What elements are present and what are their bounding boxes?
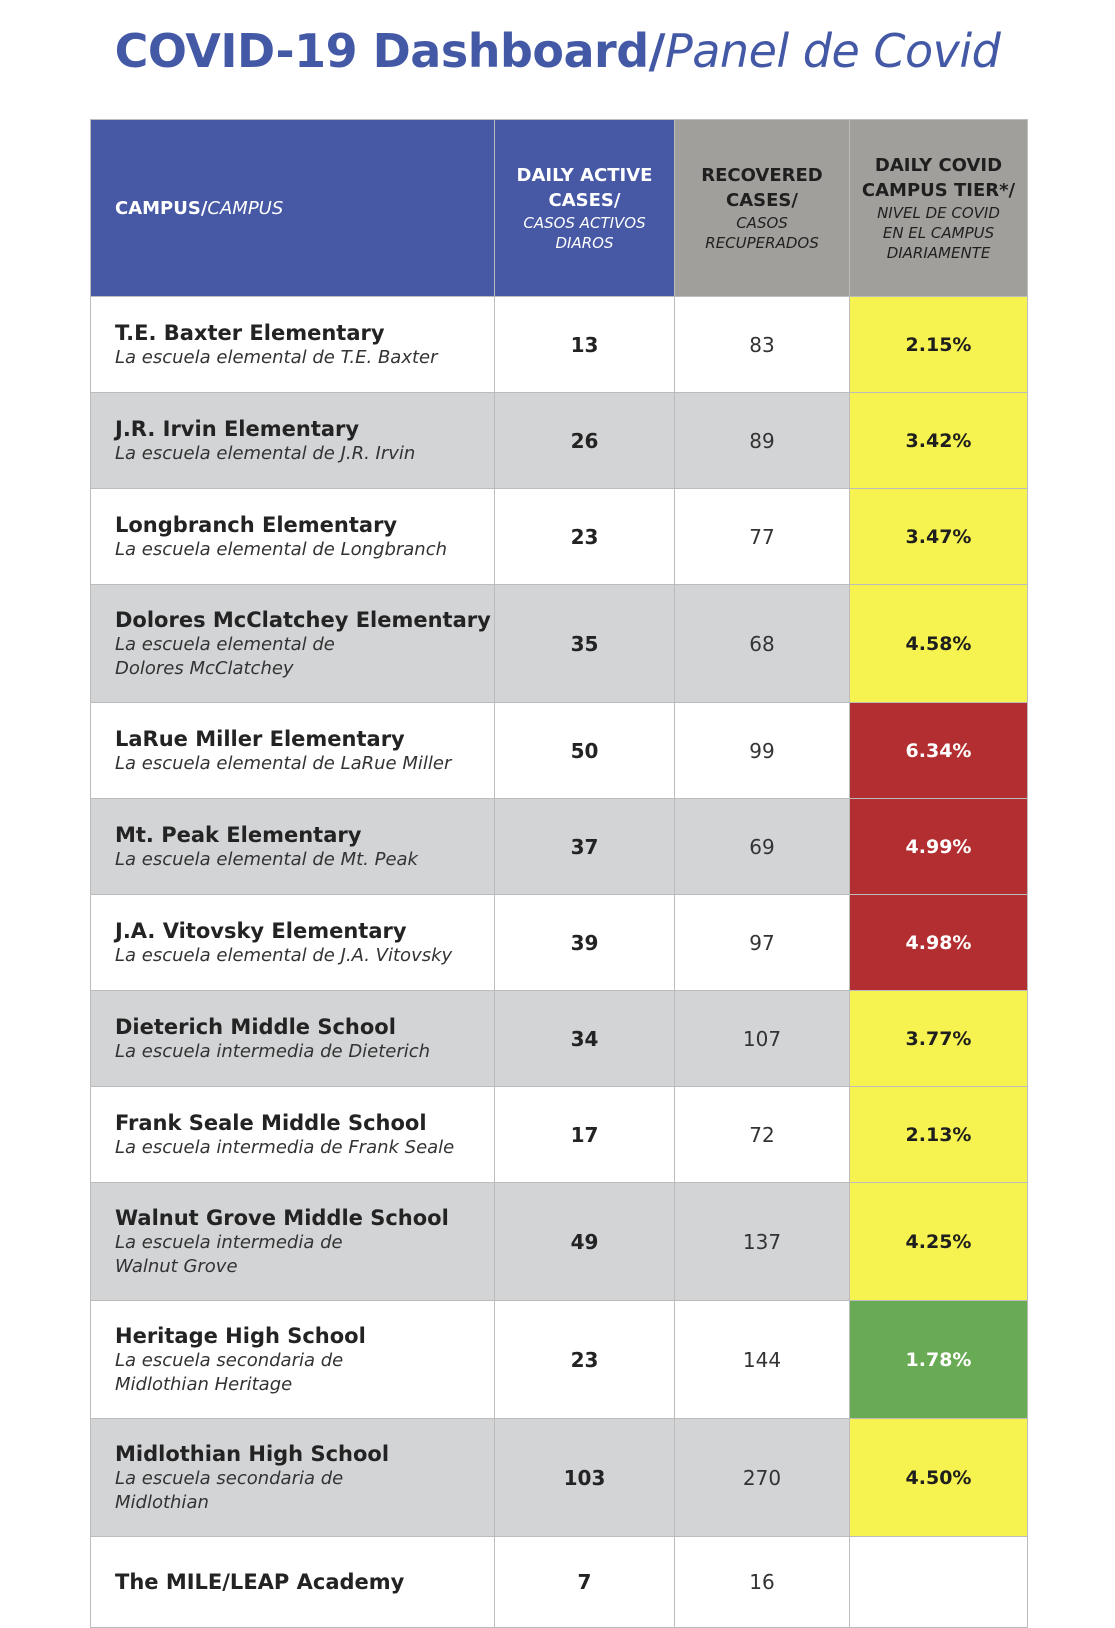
recovered-cases-cell: 99 bbox=[675, 703, 850, 799]
campus-cell bbox=[91, 585, 495, 703]
school-name: Longbranch Elementary bbox=[115, 512, 398, 537]
active-cases-cell: 37 bbox=[495, 799, 675, 895]
active-cases-cell: 103 bbox=[495, 1419, 675, 1537]
school-name-spanish-line2: Midlothian bbox=[115, 1491, 209, 1513]
school-name-spanish: La escuela elemental de bbox=[115, 633, 335, 655]
campus-cell bbox=[91, 1419, 495, 1537]
header-tier-en: DAILY COVID CAMPUS TIER*/ bbox=[861, 155, 1016, 201]
active-cases-cell: 34 bbox=[495, 991, 675, 1087]
recovered-cases-cell: 97 bbox=[675, 895, 850, 991]
active-cases-cell: 13 bbox=[495, 297, 675, 393]
campus-cell bbox=[91, 1183, 495, 1301]
table-row bbox=[91, 799, 1028, 895]
active-cases-cell: 35 bbox=[495, 585, 675, 703]
tier-cell: 4.50% bbox=[850, 1419, 1028, 1537]
school-name: The MILE/LEAP Academy bbox=[115, 1570, 405, 1594]
title-separator: / bbox=[648, 24, 665, 78]
active-cases-cell: 39 bbox=[495, 895, 675, 991]
tier-cell: 2.13% bbox=[850, 1087, 1028, 1183]
school-name: Dieterich Middle School bbox=[115, 1014, 396, 1039]
header-recovered-cases bbox=[675, 120, 850, 297]
school-name-spanish: La escuela elemental de T.E. Baxter bbox=[115, 346, 438, 368]
recovered-cases-cell: 270 bbox=[675, 1419, 850, 1537]
recovered-cases-cell: 107 bbox=[675, 991, 850, 1087]
table-body bbox=[91, 297, 1028, 1628]
tier-cell: 1.78% bbox=[850, 1301, 1028, 1419]
active-cases-cell: 17 bbox=[495, 1087, 675, 1183]
tier-cell: 6.34% bbox=[850, 703, 1028, 799]
tier-cell: 3.42% bbox=[850, 393, 1028, 489]
recovered-cases-cell: 69 bbox=[675, 799, 850, 895]
recovered-cases-cell: 144 bbox=[675, 1301, 850, 1419]
school-name-spanish-line2: Dolores McClatchey bbox=[115, 657, 294, 679]
recovered-cases-cell: 137 bbox=[675, 1183, 850, 1301]
school-name-spanish: La escuela secondaria de bbox=[115, 1467, 344, 1489]
recovered-cases-cell: 77 bbox=[675, 489, 850, 585]
school-name-spanish: La escuela secondaria de bbox=[115, 1349, 344, 1371]
header-active-en: DAILY ACTIVE CASES/ bbox=[516, 165, 653, 211]
active-cases-cell: 23 bbox=[495, 1301, 675, 1419]
header-campus bbox=[91, 120, 495, 297]
school-name-spanish: La escuela elemental de Longbranch bbox=[115, 538, 448, 560]
table-row bbox=[91, 703, 1028, 799]
tier-cell: 2.15% bbox=[850, 297, 1028, 393]
dashboard-table bbox=[90, 119, 1028, 1628]
header-recovered-es: CASOS RECUPERADOS bbox=[705, 214, 819, 252]
table-row bbox=[91, 393, 1028, 489]
active-cases-cell: 26 bbox=[495, 393, 675, 489]
header-row bbox=[91, 120, 1028, 297]
active-cases-cell: 50 bbox=[495, 703, 675, 799]
table-header bbox=[91, 120, 1028, 297]
campus-cell bbox=[91, 489, 495, 585]
table-row bbox=[91, 489, 1028, 585]
school-name-spanish: La escuela intermedia de Dieterich bbox=[115, 1040, 431, 1062]
tier-cell: 4.98% bbox=[850, 895, 1028, 991]
school-name: Midlothian High School bbox=[115, 1441, 390, 1466]
header-campus-es: CAMPUS bbox=[207, 197, 284, 219]
recovered-cases-cell: 16 bbox=[675, 1537, 850, 1628]
recovered-cases-cell: 83 bbox=[675, 297, 850, 393]
table-row bbox=[91, 1087, 1028, 1183]
header-campus-en: CAMPUS/ bbox=[115, 197, 208, 219]
header-recovered-en: RECOVERED CASES/ bbox=[701, 165, 823, 211]
tier-cell: 4.99% bbox=[850, 799, 1028, 895]
active-cases-cell: 23 bbox=[495, 489, 675, 585]
table-row bbox=[91, 1419, 1028, 1537]
header-active-cases bbox=[495, 120, 675, 297]
campus-cell bbox=[91, 895, 495, 991]
campus-cell bbox=[91, 991, 495, 1087]
recovered-cases-cell: 68 bbox=[675, 585, 850, 703]
campus-cell bbox=[91, 703, 495, 799]
school-name-spanish: La escuela elemental de J.A. Vitovsky bbox=[115, 944, 453, 966]
tier-cell: 4.58% bbox=[850, 585, 1028, 703]
active-cases-cell: 7 bbox=[495, 1537, 675, 1628]
school-name: T.E. Baxter Elementary bbox=[115, 320, 385, 345]
active-cases-cell: 49 bbox=[495, 1183, 675, 1301]
school-name-spanish-line2: Walnut Grove bbox=[115, 1255, 238, 1277]
recovered-cases-cell: 72 bbox=[675, 1087, 850, 1183]
school-name: Dolores McClatchey Elementary bbox=[115, 607, 491, 632]
school-name-spanish: La escuela intermedia de Frank Seale bbox=[115, 1136, 455, 1158]
school-name: J.R. Irvin Elementary bbox=[115, 416, 360, 441]
school-name-spanish: La escuela elemental de LaRue Miller bbox=[115, 752, 452, 774]
campus-cell bbox=[91, 799, 495, 895]
school-name: J.A. Vitovsky Elementary bbox=[115, 918, 407, 943]
school-name: Mt. Peak Elementary bbox=[115, 822, 362, 847]
tier-cell: 3.77% bbox=[850, 991, 1028, 1087]
header-tier-es: NIVEL DE COVID EN EL CAMPUS DIARIAMENTE bbox=[877, 204, 1000, 262]
school-name: LaRue Miller Elementary bbox=[115, 726, 405, 751]
page-title bbox=[0, 24, 1115, 78]
school-name: Heritage High School bbox=[115, 1323, 366, 1348]
school-name-spanish: La escuela elemental de Mt. Peak bbox=[115, 848, 418, 870]
tier-cell: 4.25% bbox=[850, 1183, 1028, 1301]
school-name-spanish: La escuela intermedia de bbox=[115, 1231, 343, 1253]
tier-cell: 3.47% bbox=[850, 489, 1028, 585]
table-row bbox=[91, 585, 1028, 703]
title-english: COVID-19 Dashboard bbox=[114, 24, 649, 78]
school-name: Walnut Grove Middle School bbox=[115, 1205, 449, 1230]
school-name-spanish: La escuela elemental de J.R. Irvin bbox=[115, 442, 416, 464]
campus-cell bbox=[91, 1087, 495, 1183]
table-row bbox=[91, 895, 1028, 991]
table-row bbox=[91, 1301, 1028, 1419]
tier-cell bbox=[850, 1537, 1028, 1628]
school-name: Frank Seale Middle School bbox=[115, 1110, 427, 1135]
header-active-es: CASOS ACTIVOS DIAROS bbox=[523, 214, 646, 252]
table-row bbox=[91, 1183, 1028, 1301]
table-row bbox=[91, 297, 1028, 393]
header-campus-tier bbox=[850, 120, 1028, 297]
school-name-spanish-line2: Midlothian Heritage bbox=[115, 1373, 293, 1395]
table-row bbox=[91, 991, 1028, 1087]
title-spanish: Panel de Covid bbox=[664, 24, 1001, 78]
campus-cell bbox=[91, 1301, 495, 1419]
campus-cell bbox=[91, 297, 495, 393]
campus-cell bbox=[91, 393, 495, 489]
table-row bbox=[91, 1537, 1028, 1628]
recovered-cases-cell: 89 bbox=[675, 393, 850, 489]
campus-cell bbox=[91, 1537, 495, 1628]
